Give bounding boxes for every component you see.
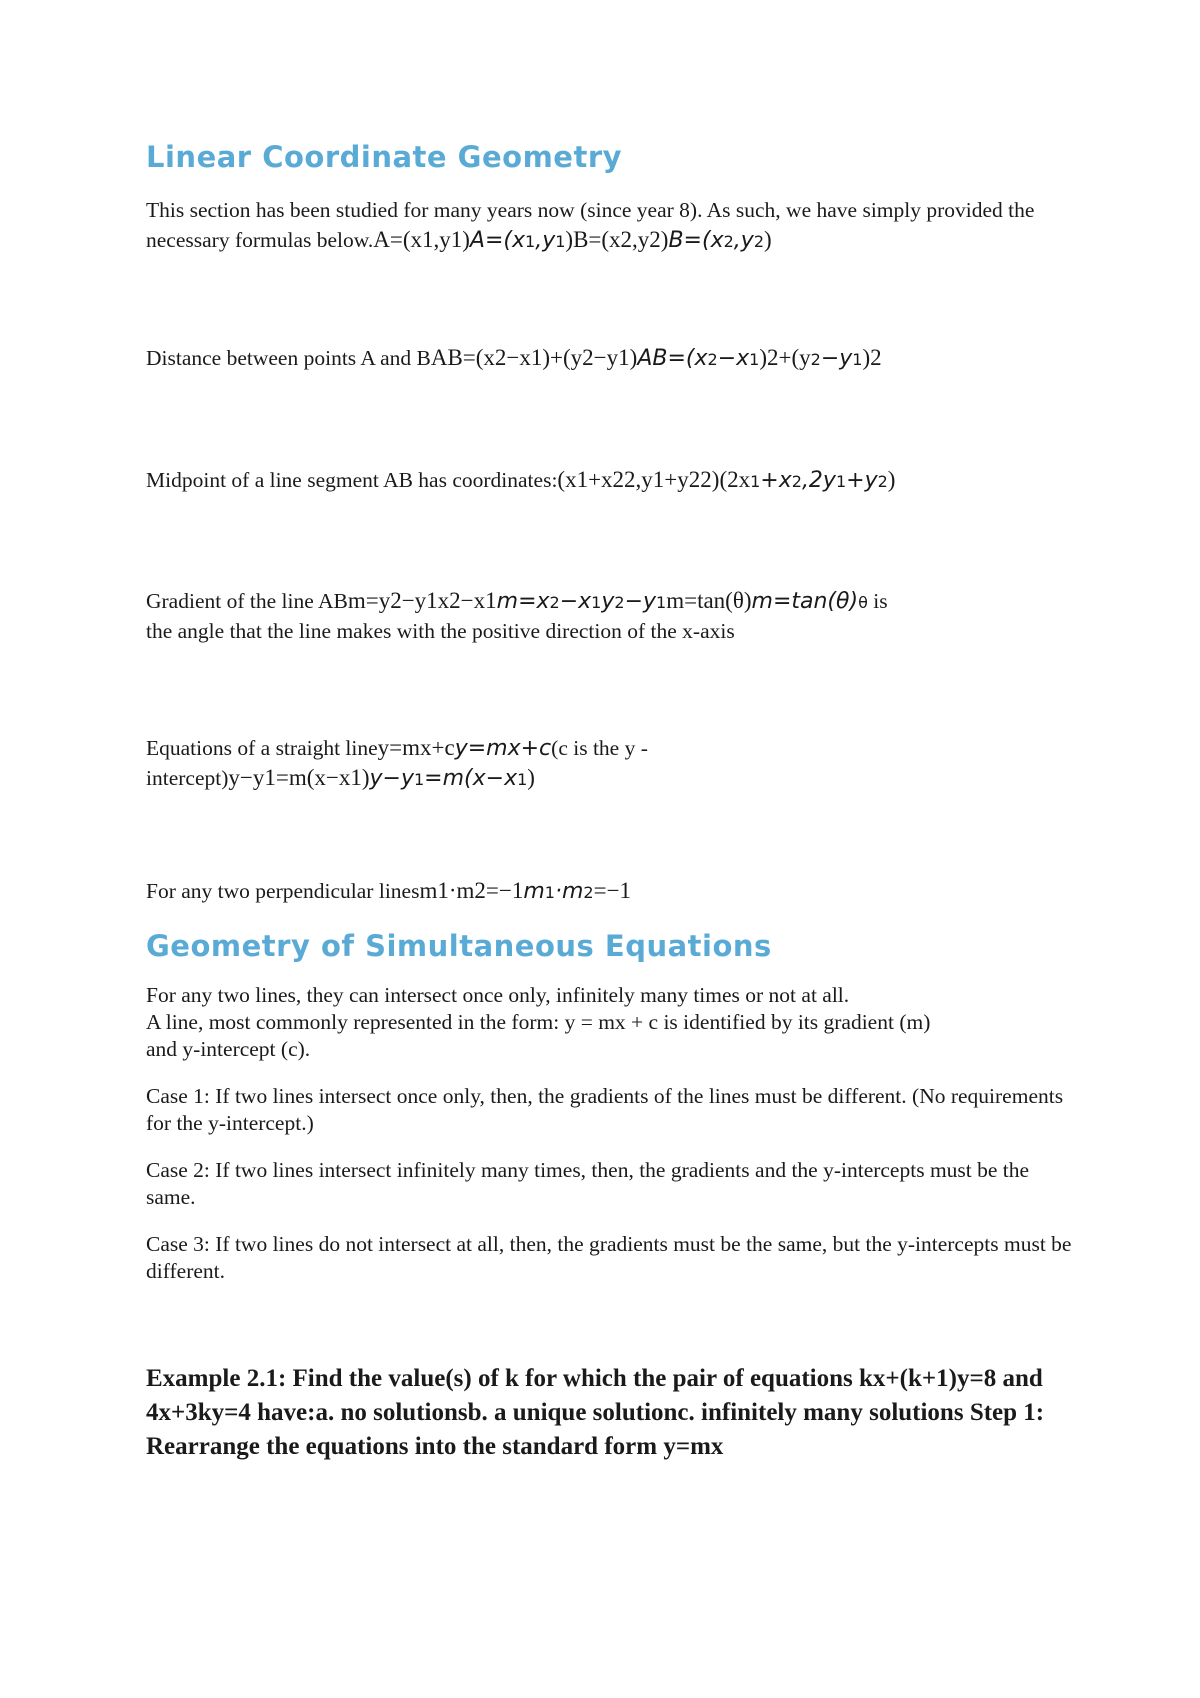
midpoint-math: (2x [719,467,751,492]
math-sub: 1 [749,350,760,369]
line-note: (c is the y - [551,736,648,760]
point-a-math: ,y [535,228,556,253]
math-sub: 1 [591,593,602,612]
math-sub: 2 [549,593,560,612]
case-2: Case 2: If two lines intersect infinitely many times, then, the gradients and the y-intercepts must be the same. [146,1158,1030,1209]
distance-math: −x [717,346,750,371]
distance-math: −y [820,346,853,371]
line-note-cont: intercept) [146,766,229,790]
gradient-formula [146,586,1076,646]
midpoint-math: +x [760,468,792,493]
math-sub: 2 [877,472,888,491]
point-slope-math: y−y [369,766,414,791]
gradient-tan-math: m=tan(θ) [751,589,859,614]
gradient-math: m=x [496,589,550,614]
perpendicular-lines [146,876,1076,907]
gradient-note-cont: the angle that the line makes with the positive direction of the x-axis [146,619,735,643]
math-sub: 2 [810,350,821,369]
theta-symbol: θ [858,593,868,612]
straight-line-equations [146,733,1076,794]
math-sub: 2 [791,472,802,491]
math-sub: 1 [544,883,555,902]
section-heading-linear-coordinate-geometry: Linear Coordinate Geometry [146,140,623,174]
midpoint-math: ,2y [801,468,836,493]
point-a-math: A=(x [469,228,526,253]
gradient-label: Gradient of the line AB [146,589,348,613]
point-slope-math: ) [527,765,535,790]
lines-intro-line2: A line, most commonly represented in the form: y = mx + c is identified by its gradient (m) [146,1010,931,1034]
point-b-math: B=(x [668,228,724,253]
case-3: Case 3: If two lines do not intersect at all, then, the gradients must be the same, but the y-intercepts must be different. [146,1232,1072,1283]
perp-math: m [523,879,545,904]
math-sub: 2 [723,232,734,251]
midpoint-math: +y [846,468,878,493]
math-sub: 1 [413,770,425,789]
point-b-math: ) [764,227,772,252]
line-label: Equations of a straight line [146,736,378,760]
gradient-note: is [867,589,888,613]
distance-formula [146,343,1076,374]
point-slope-math: =m(x−x [424,766,518,791]
midpoint-label: Midpoint of a line segment AB has coordinates: [146,468,558,492]
lines-intro-line3: and y-intercept (c). [146,1037,311,1061]
gradient-math: −x [559,589,592,614]
case-1: Case 1: If two lines intersect once only, then, the gradients of the lines must be different. (No requirements for the y-intercept.) [146,1084,1064,1135]
distance-math: AB=(x [637,346,708,371]
math-sub: 2 [583,883,594,902]
perp-math: ·m [554,879,584,904]
math-sub: 1 [517,770,528,789]
perp-plain: m1·m2=−1 [419,878,524,903]
example-2-1: Example 2.1: Find the value(s) of k for which the pair of equations kx+(k+1)y=8 and 4x+3ky=4 have:a. no solutionsb. a unique solutionc. infinitely many solutions Step 1: Rearrange the equations into the standard form y=mx [146,1365,1045,1460]
math-sub: 2 [753,232,764,251]
midpoint-plain: (x1+x22,y1+y22) [557,467,720,492]
gradient-math: −y [624,589,657,614]
point-a-plain: A=(x1,y1) [373,227,470,252]
math-sub: 1 [555,232,566,251]
gradient-math: y [601,589,615,614]
section-heading-simultaneous-equations: Geometry of Simultaneous Equations [146,929,772,963]
intro-paragraph [146,196,1076,256]
point-a-math: ) [565,227,574,252]
midpoint-math: ) [887,467,896,492]
math-sub: 1 [656,593,667,612]
distance-plain: AB=(x2−x1)+(y2−y1) [430,345,638,370]
math-sub: 1 [852,350,863,369]
lines-intro-paragraph [146,982,1076,1063]
midpoint-formula [146,465,1076,496]
point-b-plain: B=(x2,y2) [573,227,669,252]
point-slope-plain: y−y1=m(x−x1) [228,765,370,790]
math-sub: 2 [707,350,718,369]
point-b-math: ,y [733,228,754,253]
perp-math: =−1 [593,878,632,903]
lines-intro-line1: For any two lines, they can intersect once only, infinitely many times or not at all. [146,983,850,1007]
math-sub: 1 [835,472,847,491]
line-plain: y=mx+c [377,735,455,760]
distance-math: )2 [862,345,882,370]
distance-label: Distance between points A and B [146,346,431,370]
line-math: y=mx+c [454,736,552,761]
perp-label: For any two perpendicular lines [146,879,420,903]
math-sub: 1 [525,232,536,251]
gradient-tan-plain: m=tan(θ) [666,588,752,613]
math-sub: 1 [750,472,761,491]
gradient-plain: m=y2−y1x2−x1 [347,588,497,613]
document-content [146,140,1076,1464]
math-sub: 2 [614,593,625,612]
distance-math: )2+(y [759,345,811,370]
intro-text: This section has been studied for many years now (since year 8). As such, we have simply provided the necessary formulas below. [146,198,1035,252]
